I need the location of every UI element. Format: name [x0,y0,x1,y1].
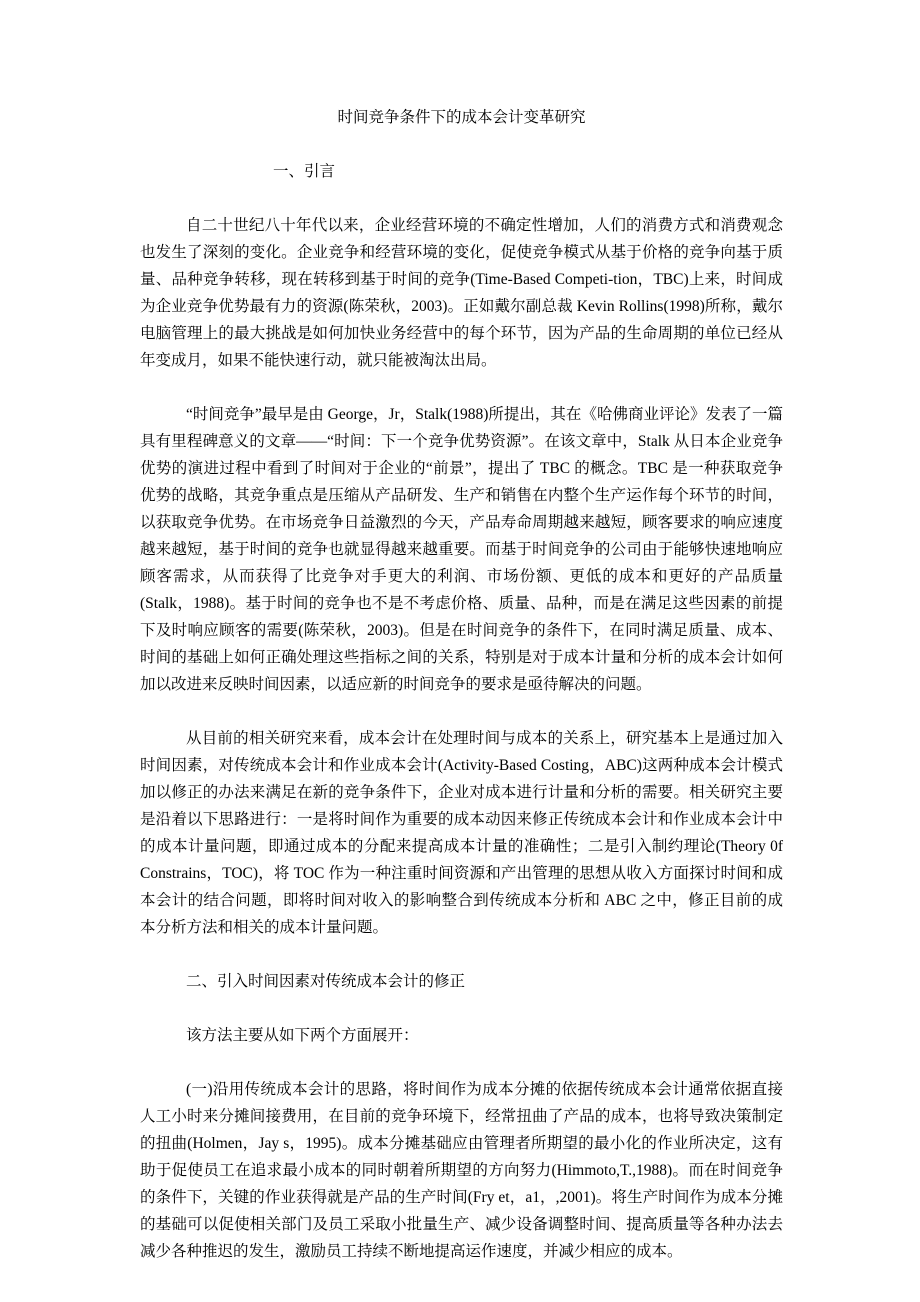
document-title: 时间竞争条件下的成本会计变革研究 [337,109,586,126]
paragraph: (一)沿用传统成本会计的思路，将时间作为成本分摊的依据传统成本会计通常依据直接人工小时来分摊间接费用，在目前的竞争环境下，经常扭曲了产品的成本，也将导致决策制定的扭曲(Holmen，Jay s，1995)。成本分摊基础应由管理者所期望的最小化的作业所决定，这有助于促使员工在追求最小成本的同时朝着所期望的方向努力(Himmoto,T.,1988)。而在时间竞争的条件下，关键的作业获得就是产品的生产时间(Fry et，a1，,2001)。将生产时间作为成本分摊的基础可以促使相关部门及员工采取小批量生产、减少设备调整时间、提高质量等各种办法去减少各种推迟的发生，激励员工持续不断地提高运作速度，并减少相应的成本。 [140,1081,783,1260]
paragraph: 该方法主要从如下两个方面展开： [186,1027,419,1044]
paragraph: 从目前的相关研究来看，成本会计在处理时间与成本的关系上，研究基本上是通过加入时间因素，对传统成本会计和作业成本会计(Activity-Based Costing，ABC)这两种成本会计模式加以修正的办法来满足在新的竞争条件下，企业对成本进行计量和分析的需要。相关研究主要是沿着以下思路进行：一是将时间作为重要的成本动因来修正传统成本会计和作业成本会计中的成本计量问题，即通过成本的分配来提高成本计量的准确性；二是引入制约理论(Theory 0f Constrains，TOC)，将 TOC 作为一种注重时间资源和产出管理的思想从收入方面探讨时间和成本会计的结合问题，即将时间对收入的影响整合到传统成本分析和 ABC 之中，修正目前的成本分析方法和相关的成本计量问题。 [140,730,783,936]
paragraph: “时间竞争”最早是由 George，Jr，Stalk(1988)所提出，其在《哈佛商业评论》发表了一篇具有里程碑意义的文章——“时间：下一个竞争优势资源”。在该文章中，Stalk 从日本企业竞争优势的演进过程中看到了时间对于企业的“前景”，提出了 TBC 的概念。TBC 是一种获取竞争优势的战略，其竞争重点是压缩从产品研发、生产和销售在内整个生产运作每个环节的时间，以获取竞争优势。在市场竞争日益激烈的今天，产品寿命周期越来越短，顾客要求的响应速度越来越短，基于时间的竞争也就显得越来越重要。而基于时间竞争的公司由于能够快速地响应顾客需求，从而获得了比竞争对手更大的利润、市场份额、更低的成本和更好的产品质量(Stalk，1988)。基于时间的竞争也不是不考虑价格、质量、品种，而是在满足这些因素的前提下及时响应顾客的需要(陈荣秋，2003)。但是在时间竞争的条件下，在同时满足质量、成本、时间的基础上如何正确处理这些指标之间的关系，特别是对于成本计量和分析的成本会计如何加以改进来反映时间因素，以适应新的时间竞争的要求是亟待解决的问题。 [140,406,783,693]
paragraph: 自二十世纪八十年代以来，企业经营环境的不确定性增加，人们的消费方式和消费观念也发生了深刻的变化。企业竞争和经营环境的变化，促使竞争模式从基于价格的竞争向基于质量、品种竞争转移，现在转移到基于时间的竞争(Time-Based Competi-tion，TBC)上来，时间成为企业竞争优势最有力的资源(陈荣秋，2003)。正如戴尔副总裁 Kevin Rollins(1998)所称，戴尔电脑管理上的最大挑战是如何加快业务经营中的每个环节，因为产品的生命周期的单位已经从年变成月，如果不能快速行动，就只能被淘汰出局。 [140,217,783,369]
section-2-heading: 二、引入时间因素对传统成本会计的修正 [186,973,466,990]
section-1-heading: 一、引言 [273,163,336,180]
